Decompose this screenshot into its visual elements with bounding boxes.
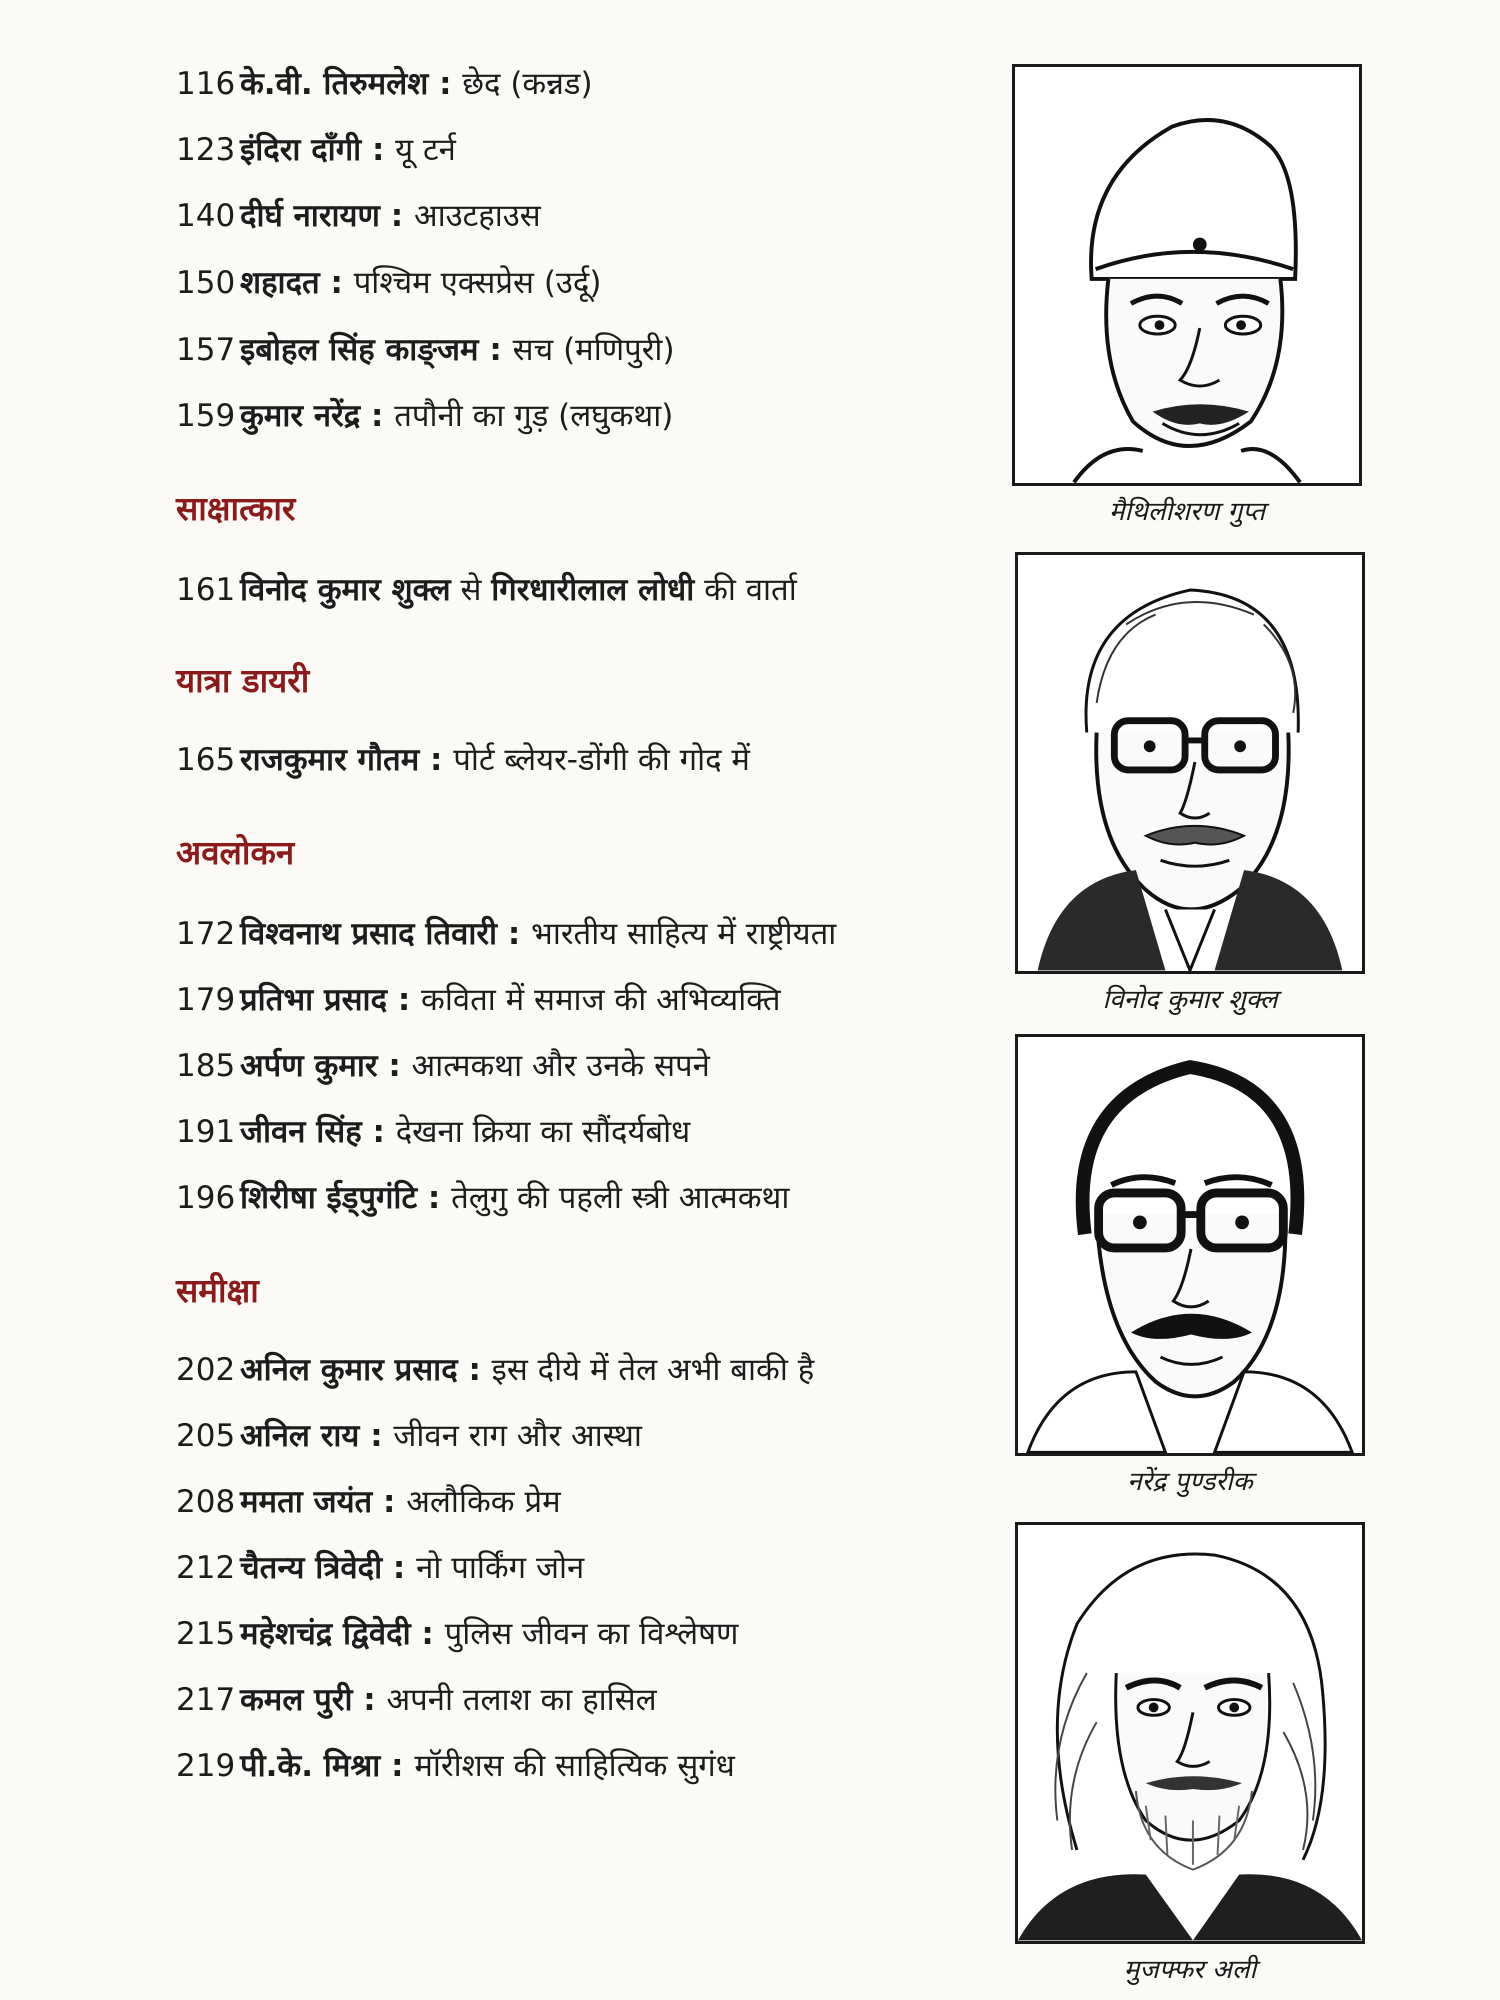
page-number: 202 [176,1352,236,1388]
page-number: 205 [176,1418,236,1454]
toc-entry [176,196,541,236]
portrait-long-hair-beard-icon [1018,1525,1362,1941]
separator: : [379,198,414,234]
author-name: शहादत [240,265,320,301]
toc-entry [176,740,750,780]
toc-entry [176,1112,690,1152]
author-name: महेशचंद्र द्विवेदी [240,1616,411,1652]
author-name: विनोद कुमार शुक्ल [240,572,451,608]
separator: : [380,1748,415,1784]
separator: : [382,1550,417,1586]
toc-entry [176,1416,642,1456]
author-name: ममता जयंत [240,1484,373,1520]
separator: : [478,332,513,368]
toc-entry [176,1548,584,1588]
separator: : [387,982,422,1018]
author-name: प्रतिभा प्रसाद [240,982,388,1018]
page-number: 191 [176,1114,236,1150]
entry-title: अलौकिक प्रेम [406,1484,561,1520]
separator: : [497,916,532,952]
toc-entry [176,914,836,954]
page-number: 165 [176,742,236,778]
toc-entry [176,1350,814,1390]
portrait-cap-mustache-icon [1015,67,1359,483]
separator: : [372,1484,407,1520]
page-number: 185 [176,1048,236,1084]
author-name: राजकुमार गौतम [240,742,420,778]
entry-title: सच (मणिपुरी) [512,332,675,368]
page-number: 157 [176,332,236,368]
entry-title: तेलुगु की पहली स्त्री आत्मकथा [451,1180,790,1216]
portrait-illustration [1015,1034,1365,1456]
entry-title: नो पार्किंग जोन [416,1550,585,1586]
entry-title: आउटहाउस [413,198,541,234]
entry-title: छेद (कन्नड) [462,66,593,102]
author-name: दीर्घ नारायण [240,198,380,234]
entry-title: पश्चिम एक्सप्रेस (उर्दू) [353,265,602,301]
toc-entry [176,396,673,436]
page-number: 208 [176,1484,236,1520]
toc-entry [176,1680,657,1720]
portrait-glasses-thick-mustache-icon [1018,1037,1362,1453]
entry-title: आत्मकथा और उनके सपने [411,1048,710,1084]
entry-title: यू टर्न [395,132,456,168]
section-heading-overview: अवलोकन [176,833,295,872]
separator: : [457,1352,492,1388]
author-name: शिरीषा ईड्पुगंटि [240,1180,418,1216]
author-name: चैतन्य त्रिवेदी [240,1550,383,1586]
toc-entry [176,980,781,1020]
toc-entry [176,130,456,170]
entry-title: जीवन राग और आस्था [393,1418,642,1454]
entry-title: मॉरीशस की साहित्यिक सुगंध [414,1748,735,1784]
separator: : [359,1418,394,1454]
entry-title: पोर्ट ब्लेयर-डोंगी की गोद में [453,742,750,778]
separator: : [410,1616,445,1652]
separator: : [361,132,396,168]
toc-entry [176,263,601,303]
separator: : [419,742,454,778]
separator: : [377,1048,412,1084]
portrait-caption: विनोद कुमार शुक्ल [1102,985,1278,1015]
portrait-illustration [1015,552,1365,974]
page-number: 172 [176,916,236,952]
separator: : [360,398,395,434]
portrait-glasses-mustache-icon [1018,555,1362,971]
author-name: कुमार नरेंद्र [240,398,361,434]
page-number: 219 [176,1748,236,1784]
page-number: 212 [176,1550,236,1586]
portrait-caption: मैथिलीशरण गुप्त [1108,497,1266,527]
entry-title: इस दीये में तेल अभी बाकी है [491,1352,815,1388]
author-name: अनिल राय [240,1418,360,1454]
entry-title: कविता में समाज की अभिव्यक्ति [421,982,781,1018]
portrait-caption: मुजफ्फर अली [1123,1955,1257,1985]
entry-connector: से [450,572,492,608]
toc-entry [176,64,593,104]
separator: : [352,1682,387,1718]
toc-entry [176,1746,735,1786]
toc-entry [176,1178,789,1218]
toc-entry [176,1046,710,1086]
author-name: इबोहल सिंह काङ्जम [240,332,479,368]
author-name: के.वी. तिरुमलेश [240,66,429,102]
section-heading-travel-diary: यात्रा डायरी [176,661,310,700]
portrait-illustration [1012,64,1362,486]
page-number: 179 [176,982,236,1018]
section-heading-interview: साक्षात्कार [176,489,296,528]
separator: : [417,1180,452,1216]
author-name: अर्पण कुमार [240,1048,378,1084]
page-number: 116 [176,66,236,102]
page-number: 150 [176,265,236,301]
separator: : [361,1114,396,1150]
entry-title: तपौनी का गुड़ (लघुकथा) [394,398,674,434]
page-number: 217 [176,1682,236,1718]
page-number: 215 [176,1616,236,1652]
entry-title: भारतीय साहित्य में राष्ट्रीयता [531,916,837,952]
author-name: कमल पुरी [240,1682,353,1718]
toc-entry [176,1482,561,1522]
author-name: अनिल कुमार प्रसाद [240,1352,458,1388]
separator: : [428,66,463,102]
author-name: जीवन सिंह [240,1114,362,1150]
entry-title: अपनी तलाश का हासिल [386,1682,657,1718]
author-name: विश्वनाथ प्रसाद तिवारी [240,916,498,952]
toc-entry [176,330,675,370]
toc-entry [176,570,797,610]
toc-entry [176,1614,738,1654]
page-number: 159 [176,398,236,434]
author-name: पी.के. मिश्रा [240,1748,381,1784]
portrait-caption: नरेंद्र पुण्डरीक [1127,1467,1253,1497]
separator: : [319,265,354,301]
page-number: 161 [176,572,236,608]
entry-title: की वार्ता [694,572,797,608]
entry-title: पुलिस जीवन का विश्लेषण [444,1616,739,1652]
page-number: 196 [176,1180,236,1216]
page-number: 140 [176,198,236,234]
author-name: इंदिरा दाँगी [240,132,362,168]
section-heading-review: समीक्षा [176,1271,259,1310]
author-name-second: गिरधारीलाल लोधी [491,572,695,608]
portrait-illustration [1015,1522,1365,1944]
entry-title: देखना क्रिया का सौंदर्यबोध [395,1114,691,1150]
page-number: 123 [176,132,236,168]
